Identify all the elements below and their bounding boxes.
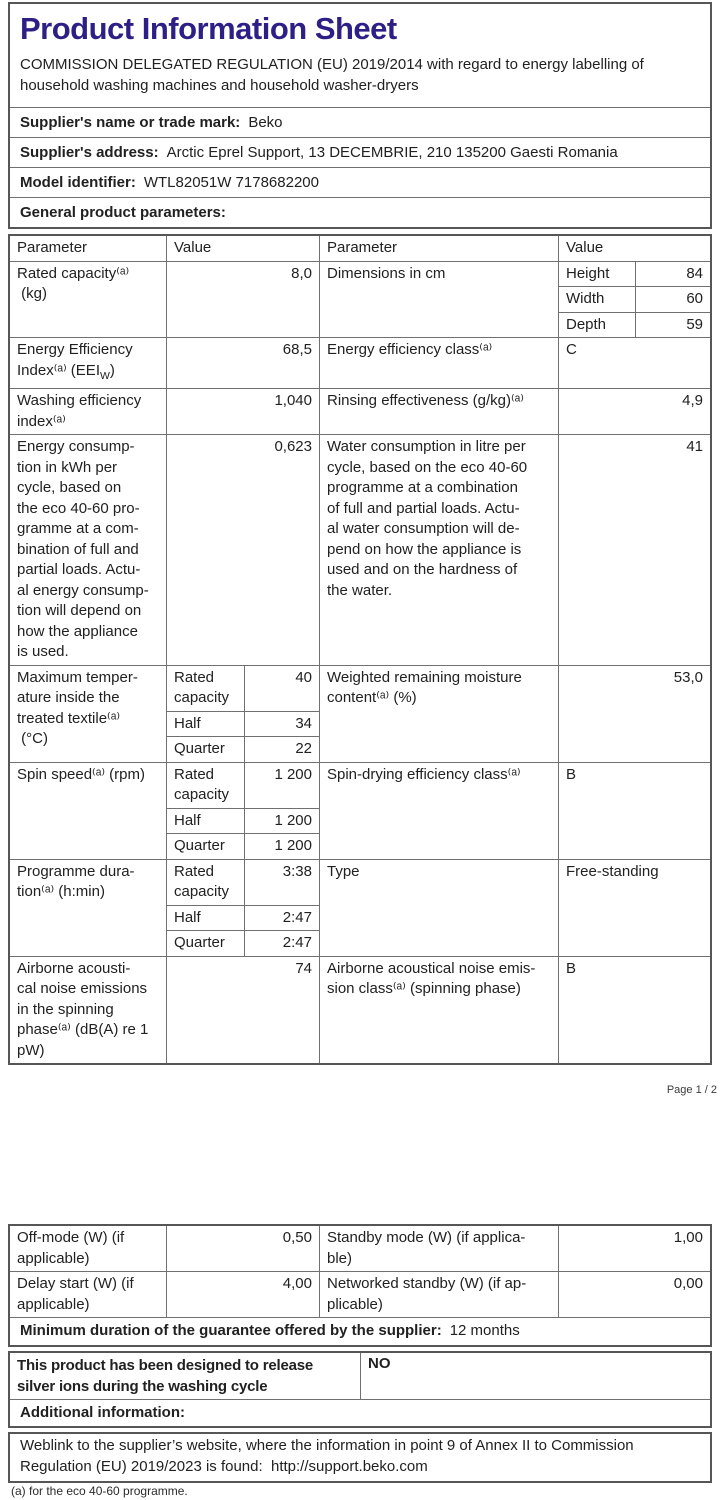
title-section bbox=[10, 4, 710, 107]
table-row-off-mode bbox=[10, 1226, 710, 1271]
dimension-label: Width bbox=[559, 287, 636, 312]
eei-subscript: W bbox=[99, 369, 110, 382]
temperature-subtable bbox=[166, 666, 319, 762]
additional-information-row: Additional information: bbox=[10, 1399, 710, 1427]
sub-row-rated bbox=[167, 763, 319, 808]
value-cell: 4,00 bbox=[166, 1272, 319, 1317]
weblink-text: Weblink to the supplier’s website, where the information in point 9 of Annex II to Commission Regulation (EU) 2019/2023 is found: http://support.beko.com bbox=[20, 1437, 634, 1475]
param-cell: Energy consump- tion in kWh per cycle, based on the eco 40-60 pro- gramme at a com- bination of full and partial loads. Actu- al energy consump- tion will depend on how the appliance is used. bbox=[17, 438, 149, 660]
dimension-label: Depth bbox=[559, 313, 636, 338]
value-cell: C bbox=[558, 338, 710, 388]
param-cell: Delay start (W) (if applicable) bbox=[17, 1275, 134, 1313]
spin-speed-subtable bbox=[166, 763, 319, 859]
dimension-value: 60 bbox=[686, 290, 703, 307]
param-cell: Networked standby (W) (if ap- plicable) bbox=[319, 1272, 558, 1317]
table-row-energy-consumption bbox=[10, 434, 710, 665]
sub-value: 1 200 bbox=[274, 837, 312, 854]
sub-label: Quarter bbox=[167, 737, 245, 762]
param-cell: Rated capacity⁽ᵃ⁾ (kg) bbox=[17, 264, 130, 302]
value-cell: B bbox=[558, 763, 710, 859]
param-cell: Spin-drying efficiency class⁽ᵃ⁾ bbox=[319, 763, 558, 859]
dimension-row-height bbox=[559, 262, 710, 287]
value-cell: 4,9 bbox=[558, 389, 710, 434]
table-row-spin-speed bbox=[10, 762, 710, 859]
table-row-acoustic-noise bbox=[10, 956, 710, 1064]
sub-label: Quarter bbox=[167, 931, 245, 956]
supplier-address-value: Arctic Eprel Support, 13 DECEMBRIE, 210 135200 Gaesti Romania bbox=[166, 144, 618, 161]
supplier-address-row bbox=[10, 137, 710, 167]
dimension-row-depth bbox=[559, 312, 710, 338]
guarantee-label: Minimum duration of the guarantee offered by the supplier: bbox=[20, 1322, 442, 1339]
param-cell: Weighted remaining moisture content⁽ᵃ⁾ (%) bbox=[319, 666, 558, 762]
model-identifier-value: WTL82051W 7178682200 bbox=[143, 174, 319, 191]
product-information-sheet bbox=[8, 2, 712, 1065]
value-cell: 74 bbox=[166, 957, 319, 1064]
sub-value: 2:47 bbox=[282, 934, 312, 951]
sub-label: Half bbox=[167, 712, 245, 737]
sub-value: 34 bbox=[295, 714, 312, 732]
silver-ions-label: This product has been designed to release silver ions during the washing cycle bbox=[17, 1356, 314, 1395]
param-cell: Airborne acousti- cal noise emissions in the spinning phase⁽ᵃ⁾ (dB(A) re 1 pW) bbox=[17, 959, 149, 1059]
param-cell: Off-mode (W) (if applicable) bbox=[17, 1229, 125, 1267]
guarantee-value: 12 months bbox=[449, 1322, 520, 1339]
param-cell: Energy efficiency class⁽ᵃ⁾ bbox=[319, 338, 558, 388]
silver-ions-table bbox=[8, 1351, 712, 1429]
param-cell: Standby mode (W) (if applica- ble) bbox=[319, 1226, 558, 1271]
sub-label: Rated capacity bbox=[167, 666, 245, 711]
sub-row-half bbox=[167, 808, 319, 834]
header-parameter-2: Parameter bbox=[319, 236, 558, 261]
standby-power-table bbox=[8, 1224, 712, 1347]
param-cell: Water consumption in litre per cycle, based on the eco 40-60 programme at a combination of full and partial loads. Actu- al water consumption will de- pend on how the appliance is used and on the hardness of the water. bbox=[319, 435, 558, 665]
value-cell: 1,040 bbox=[166, 389, 319, 434]
supplier-name-row bbox=[10, 107, 710, 137]
sub-row-rated bbox=[167, 666, 319, 711]
param-cell: Rinsing effectiveness (g/kg)⁽ᵃ⁾ bbox=[319, 389, 558, 434]
param-cell: Programme dura- tion⁽ᵃ⁾ (h:min) bbox=[17, 862, 135, 900]
guarantee-row bbox=[10, 1317, 710, 1345]
general-parameters-label: General product parameters: bbox=[20, 204, 226, 221]
value-cell: 0,00 bbox=[558, 1272, 710, 1317]
page-title: Product Information Sheet bbox=[20, 11, 397, 46]
dimension-label: Height bbox=[559, 262, 636, 287]
sub-row-half bbox=[167, 905, 319, 931]
sub-label: Rated capacity bbox=[167, 860, 245, 905]
silver-ions-value: NO bbox=[360, 1353, 710, 1399]
sub-value: 40 bbox=[295, 668, 312, 686]
table-row-delay-start bbox=[10, 1271, 710, 1317]
general-parameters-table bbox=[8, 234, 712, 1065]
header-value-1: Value bbox=[166, 236, 319, 261]
dimension-row-width bbox=[559, 286, 710, 312]
param-cell: Spin speed⁽ᵃ⁾ (rpm) bbox=[17, 765, 145, 783]
dimension-value: 84 bbox=[686, 264, 703, 282]
sub-row-rated bbox=[167, 860, 319, 905]
regulation-text: COMMISSION DELEGATED REGULATION (EU) 2019/2014 with regard to energy labelling of household washing machines and household washer-dryers bbox=[20, 56, 644, 94]
sub-row-quarter bbox=[167, 736, 319, 762]
value-cell: 68,5 bbox=[166, 338, 319, 388]
sub-value: 2:47 bbox=[282, 908, 312, 926]
param-cell: Energy Efficiency Index⁽ᵃ⁾ $(EEI_W)$ bbox=[17, 341, 133, 382]
table-row-energy-efficiency-index bbox=[10, 337, 710, 388]
sub-label: Rated capacity bbox=[167, 763, 245, 808]
sub-row-half bbox=[167, 711, 319, 737]
param-cell: Dimensions in cm bbox=[319, 262, 558, 338]
supplier-address-label: Supplier's address: bbox=[20, 144, 159, 161]
model-identifier-row bbox=[10, 167, 710, 197]
header-block bbox=[8, 2, 712, 229]
table-row-washing-efficiency bbox=[10, 388, 710, 434]
model-identifier-label: Model identifier: bbox=[20, 174, 136, 191]
param-cell: Type bbox=[319, 860, 558, 956]
dimensions-subtable bbox=[558, 262, 710, 338]
value-cell: B bbox=[558, 957, 710, 1064]
supplier-name-value: Beko bbox=[248, 114, 283, 131]
value-cell: 53,0 bbox=[558, 666, 710, 762]
duration-subtable bbox=[166, 860, 319, 956]
value-cell: 0,50 bbox=[166, 1226, 319, 1271]
supplier-name-label: Supplier's name or trade mark: bbox=[20, 114, 241, 131]
table-row-rated-capacity bbox=[10, 261, 710, 338]
table-header-row bbox=[10, 236, 710, 261]
param-cell: Washing efficiency index⁽ᵃ⁾ bbox=[17, 392, 142, 430]
sub-value: 3:38 bbox=[282, 862, 312, 880]
header-value-2: Value bbox=[558, 236, 710, 261]
value-cell: 1,00 bbox=[558, 1226, 710, 1271]
sub-value: 1 200 bbox=[274, 765, 312, 783]
param-cell: Maximum temper- ature inside the treated textile⁽ᵃ⁾ (°C) bbox=[17, 668, 138, 747]
header-parameter-1: Parameter bbox=[17, 239, 88, 256]
general-parameters-row bbox=[10, 197, 710, 227]
weblink-table bbox=[8, 1432, 712, 1483]
param-cell: Airborne acoustical noise emis- sion class⁽ᵃ⁾ (spinning phase) bbox=[319, 957, 558, 1064]
footnote: (a) for the eco 40-60 programme. bbox=[11, 1484, 188, 1498]
value-cell: 0,623 bbox=[166, 435, 319, 665]
silver-ions-row bbox=[10, 1353, 710, 1399]
value-cell: 41 bbox=[558, 435, 710, 665]
table-row-programme-duration bbox=[10, 859, 710, 956]
table-row-max-temperature bbox=[10, 665, 710, 762]
sub-label: Half bbox=[167, 809, 245, 834]
sub-row-quarter bbox=[167, 930, 319, 956]
value-cell: 8,0 bbox=[166, 262, 319, 338]
sub-row-quarter bbox=[167, 833, 319, 859]
sub-value: 1 200 bbox=[274, 811, 312, 829]
dimension-value: 59 bbox=[686, 315, 703, 333]
page-2-section bbox=[8, 1224, 712, 1483]
page-indicator: Page 1 / 2 bbox=[666, 1084, 717, 1096]
sub-label: Quarter bbox=[167, 834, 245, 859]
value-cell: Free-standing bbox=[558, 860, 710, 956]
sub-value: 22 bbox=[295, 740, 312, 757]
sub-label: Half bbox=[167, 906, 245, 931]
